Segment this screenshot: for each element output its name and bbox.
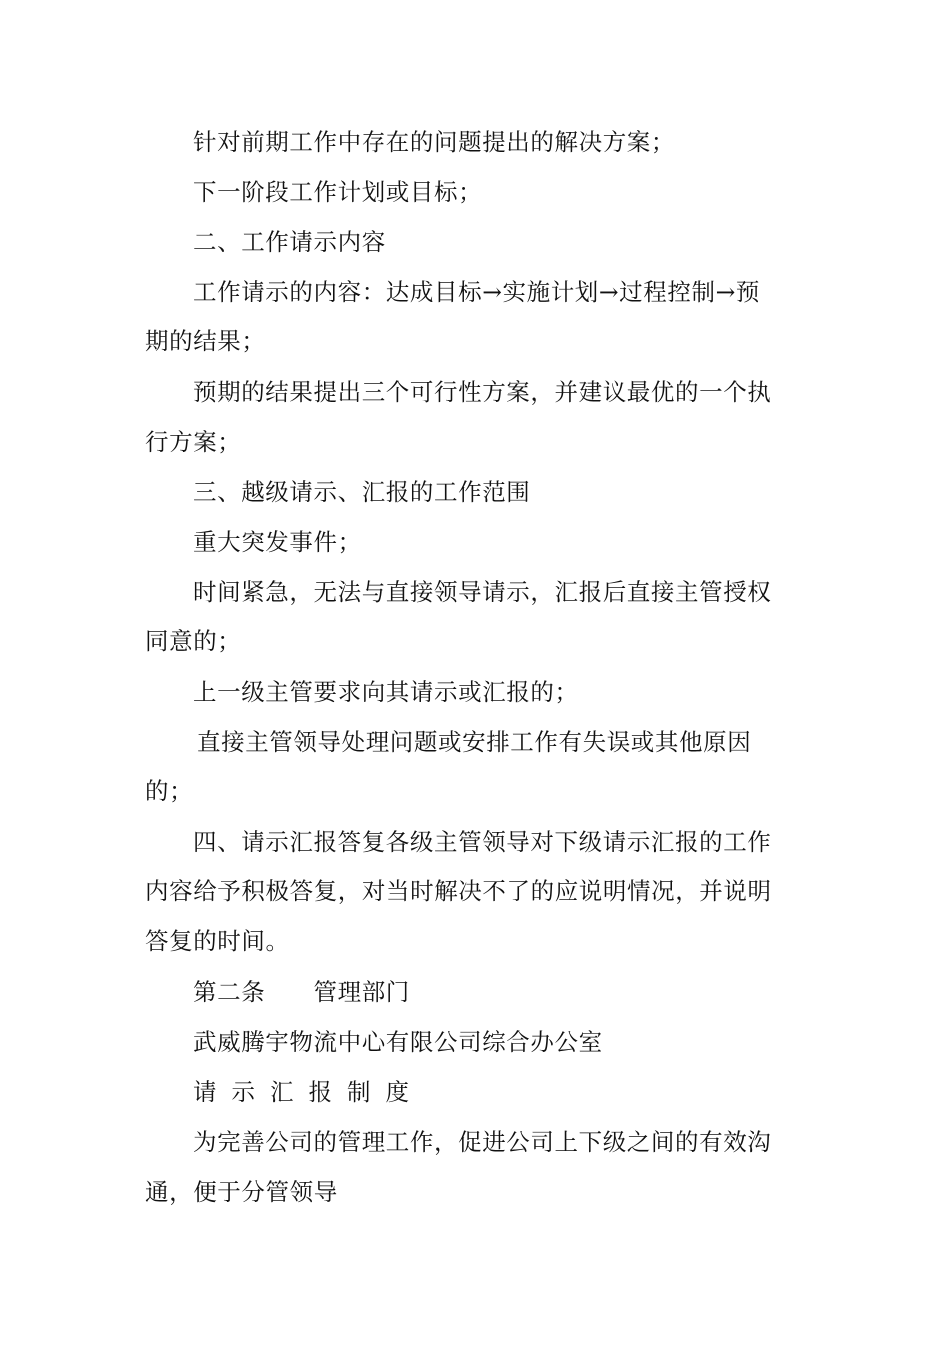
paragraph-line: 行方案； [145, 428, 242, 456]
paragraph-line: 通，便于分管领导 [145, 1178, 338, 1206]
paragraph-line: 内容给予积极答复，对当时解决不了的应说明情况，并说明 [145, 877, 772, 905]
paragraph-line: 期的结果； [145, 327, 266, 355]
section-heading: 三、越级请示、汇报的工作范围 [193, 478, 531, 506]
paragraph-line: 预期的结果提出三个可行性方案，并建议最优的一个执 [193, 378, 772, 406]
section-heading: 二、工作请示内容 [193, 228, 386, 256]
paragraph-line: 直接主管领导处理问题或安排工作有失误或其他原因 [197, 728, 752, 756]
paragraph-line: 上一级主管要求向其请示或汇报的； [193, 678, 579, 706]
paragraph-line: 工作请示的内容：达成目标→实施计划→过程控制→预 [193, 278, 760, 306]
document-title: 请示汇报制度 [193, 1078, 424, 1106]
company-name: 武威腾宇物流中心有限公司综合办公室 [193, 1028, 603, 1056]
paragraph-line: 的； [145, 777, 194, 805]
paragraph-line: 时间紧急，无法与直接领导请示，汇报后直接主管授权 [193, 578, 772, 606]
paragraph-line: 针对前期工作中存在的问题提出的解决方案； [193, 128, 675, 156]
section-heading: 四、请示汇报答复各级主管领导对下级请示汇报的工作 [193, 828, 772, 856]
paragraph-line: 答复的时间。 [145, 927, 290, 955]
paragraph-line: 下一阶段工作计划或目标； [193, 178, 483, 206]
paragraph-line: 为完善公司的管理工作，促进公司上下级之间的有效沟 [193, 1128, 772, 1156]
article-heading: 第二条 管理部门 [193, 978, 410, 1006]
paragraph-line: 同意的； [145, 627, 242, 655]
paragraph-line: 重大突发事件； [193, 528, 362, 556]
